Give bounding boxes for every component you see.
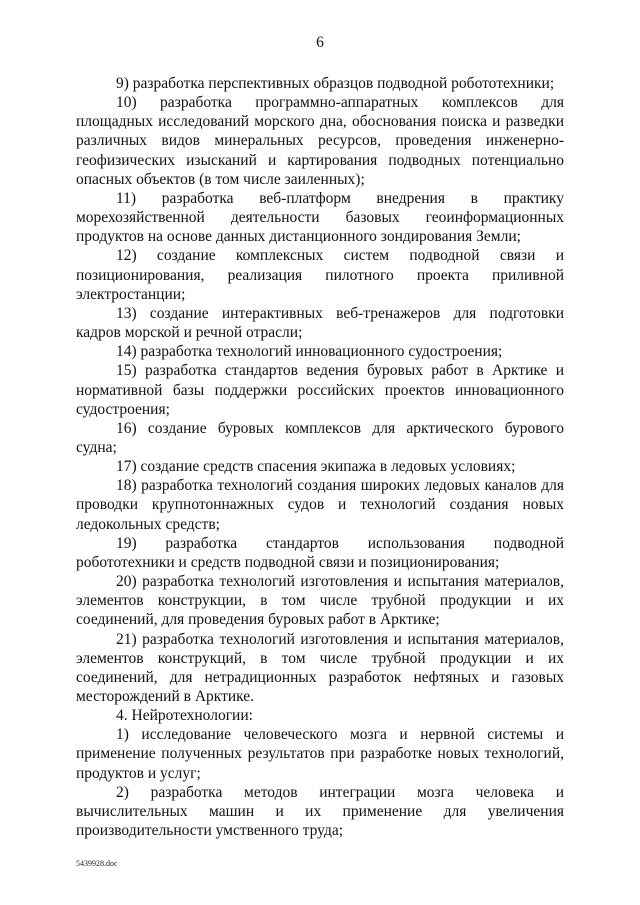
list-item-13: 13) создание интерактивных веб-тренажеров для подготовки кадров морской и речной отрасли;: [76, 304, 564, 342]
list-item-11: 11) разработка веб-платформ внедрения в практику морехозяйственной деятельности базовых геоинформационных продуктов на основе данных дистанционного зондирования Земли;: [76, 189, 564, 246]
neuro-item-1: 1) исследование человеческого мозга и нервной системы и применение полученных результатов при разработке новых технологий, продуктов и услуг;: [76, 726, 564, 782]
list-item-15: 15) разработка стандартов ведения буровых работ в Арктике и нормативной базы поддержки российских проектов инновационного судостроения;: [76, 362, 564, 418]
list-item-12: 12) создание комплексных систем подводной связи и позиционирования, реализация пилотного проекта приливной электростанции;: [76, 247, 564, 303]
list-item-17: 17) создание средств спасения экипажа в ледовых условиях;: [116, 458, 516, 476]
section-heading-neurotechnologies: 4. Нейротехнологии:: [116, 707, 253, 725]
document-filename: 5439928.doc: [76, 859, 118, 868]
list-item-9: 9) разработка перспективных образцов подводной робототехники;: [116, 75, 555, 92]
list-item-18: 18) разработка технологий создания широких ледовых каналов для проводки крупнотоннажных судов и технологий создания новых ледокольных средств;: [76, 477, 564, 533]
neuro-item-2: 2) разработка методов интеграции мозга человека и вычислительных машин и их применение для увеличения производительности умственного труда;: [76, 783, 564, 840]
list-item-16: 16) создание буровых комплексов для арктического бурового судна;: [76, 419, 564, 456]
page-number: 6: [316, 34, 324, 51]
document-body: [76, 74, 564, 840]
list-item-19: 19) разработка стандартов использования подводной робототехники и средств подводной связи и позиционирования;: [76, 534, 564, 571]
list-item-10: 10) разработка программно-аппаратных комплексов для площадных исследований морского дна, обоснования поиска и разведки различных видов минеральных ресурсов, проведения инженерно-геофизических изысканий и картирования подводных потенциально опасных объектов (в том числе заиленных);: [76, 94, 564, 188]
list-item-21: 21) разработка технологий изготовления и испытания материалов, элементов конструкций, в том числе трубной продукции и их соединений, для нетрадиционных разработок нефтяных и газовых месторождений в Арктике.: [76, 630, 564, 705]
list-item-14: 14) разработка технологий инновационного судостроения;: [116, 343, 503, 361]
list-item-20: 20) разработка технологий изготовления и испытания материалов, элементов конструкции, в том числе трубной продукции и их соединений, для проведения буровых работ в Арктике;: [76, 573, 564, 629]
